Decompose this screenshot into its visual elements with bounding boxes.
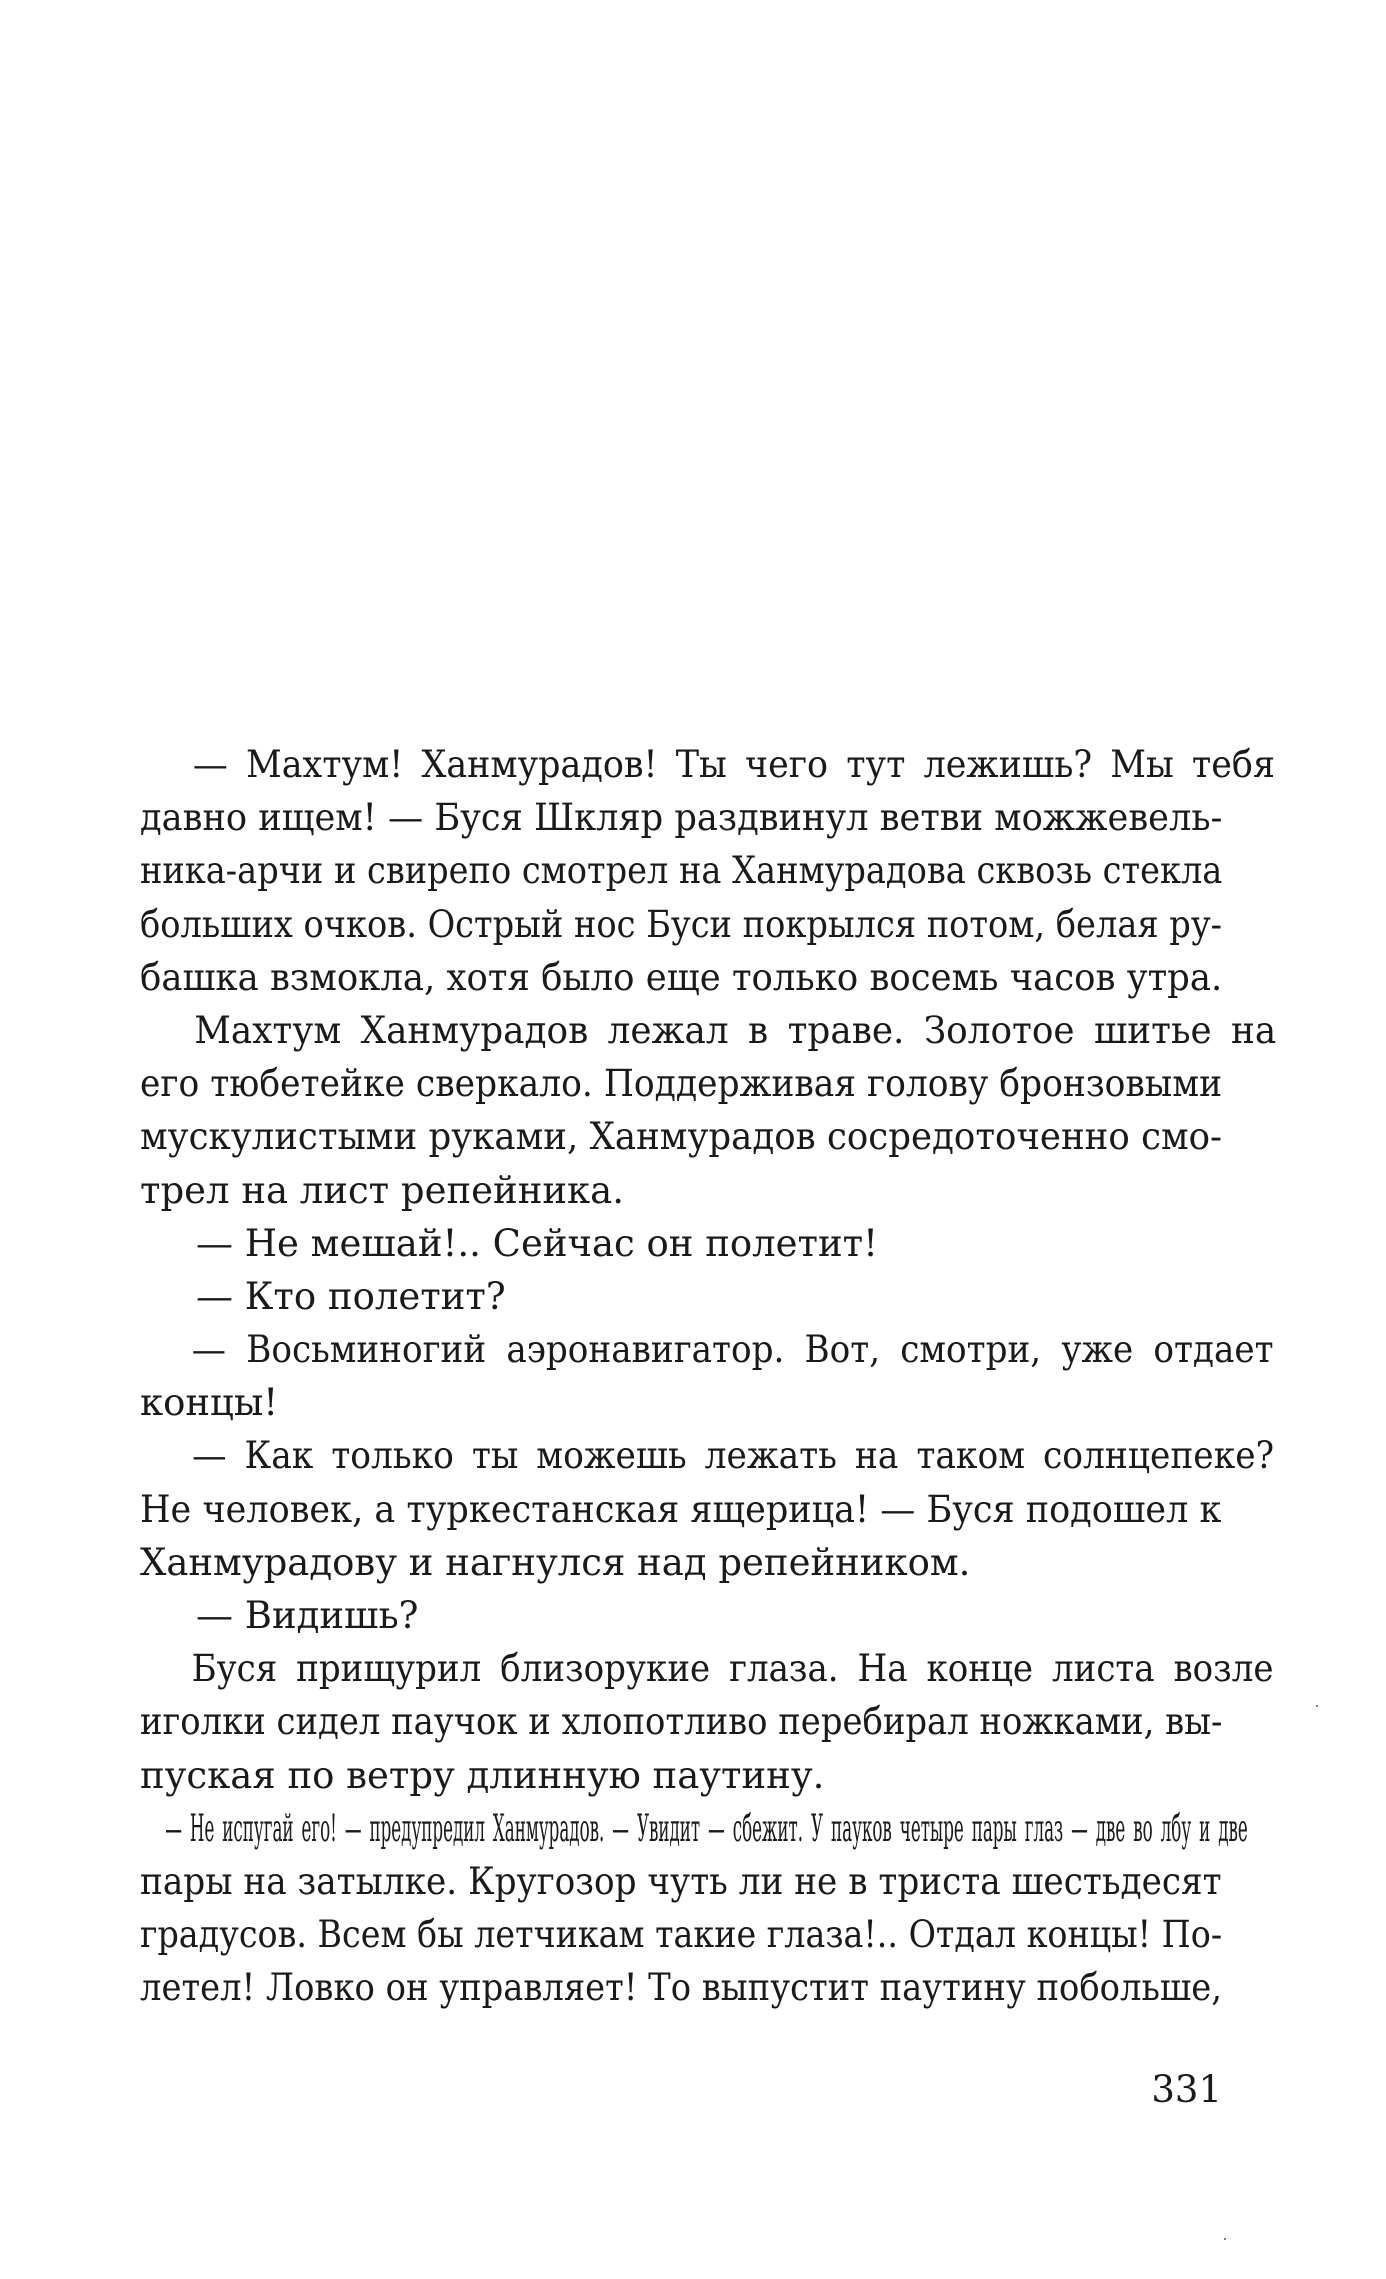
text-line: пуская по ветру длинную паутину. bbox=[140, 1753, 825, 1797]
text-line: концы! bbox=[140, 1381, 279, 1425]
paragraph-9 bbox=[140, 1802, 1248, 2015]
text-line: градусов. Всем бы летчикам такие глаза!.. Отдал концы! По- bbox=[140, 1913, 1223, 1957]
paragraph-2 bbox=[140, 1004, 1277, 1217]
text-line: Махтум Ханмурадов лежал в траве. Золотое шитье на bbox=[194, 1008, 1277, 1052]
text-line: башка взмокла, хотя было еще только восемь часов утра. bbox=[140, 955, 1223, 999]
paragraph-8 bbox=[140, 1642, 1274, 1802]
paragraph-5 bbox=[140, 1323, 1274, 1429]
text-line: иголки сидел паучок и хлопотливо перебирал ножками, вы- bbox=[140, 1700, 1223, 1744]
text-line: — Махтум! Ханмурадов! Ты чего тут лежишь? Мы тебя bbox=[192, 743, 1275, 786]
text-line: — Видишь? bbox=[196, 1594, 419, 1637]
book-page-text bbox=[140, 738, 1277, 2015]
text-line: Ханмурадову и нагнулся над репейником. bbox=[140, 1540, 971, 1584]
text-line: больших очков. Острый нос Буси покрылся потом, белая ру- bbox=[140, 902, 1222, 946]
paragraph-6 bbox=[140, 1429, 1275, 1589]
scan-speck bbox=[1316, 1705, 1318, 1707]
page-number: 331 bbox=[1151, 2068, 1222, 2111]
text-line: — Как только ты можешь лежать на таком солнцепеке? bbox=[192, 1434, 1275, 1478]
paragraph-7 bbox=[140, 1589, 1222, 1642]
text-line: — Восьминогий аэронавигатор. Вот, смотри, уже отдает bbox=[191, 1328, 1274, 1372]
text-line: ника-арчи и свирепо смотрел на Ханмурадова сквозь стекла bbox=[140, 849, 1223, 893]
paragraph-4 bbox=[140, 1270, 1222, 1323]
text-line: трел на лист репейника. bbox=[140, 1168, 624, 1212]
text-line: давно ищем! — Буся Шкляр раздвинул ветви можжевель- bbox=[140, 796, 1223, 840]
text-line: его тюбетейке сверкало. Поддерживая голову бронзовыми bbox=[140, 1062, 1223, 1106]
paragraph-3 bbox=[140, 1217, 1222, 1270]
text-line: — Не мешай!.. Сейчас он полетит! bbox=[196, 1221, 879, 1265]
scan-speck bbox=[1224, 2238, 1226, 2240]
paragraph-1 bbox=[140, 738, 1275, 1004]
text-line: — Кто полетит? bbox=[196, 1274, 506, 1318]
text-line: летел! Ловко он управляет! То выпустит паутину побольше, bbox=[140, 1966, 1223, 2010]
text-line: мускулистыми руками, Ханмурадов сосредоточенно смо- bbox=[140, 1115, 1223, 1159]
text-line: Буся прищурил близорукие глаза. На конце листа возле bbox=[191, 1647, 1274, 1691]
text-line: Не человек, а туркестанская ящерица! — Буся подошел к bbox=[140, 1487, 1222, 1531]
text-line: — Не испугай его! — предупредил Ханмурадов. — Увидит — сбежит. У пауков четыре пары глаз — две во лбу и две bbox=[165, 1806, 1248, 1850]
text-line: пары на затылке. Кругозор чуть ли не в триста шестьдесят bbox=[140, 1859, 1222, 1903]
